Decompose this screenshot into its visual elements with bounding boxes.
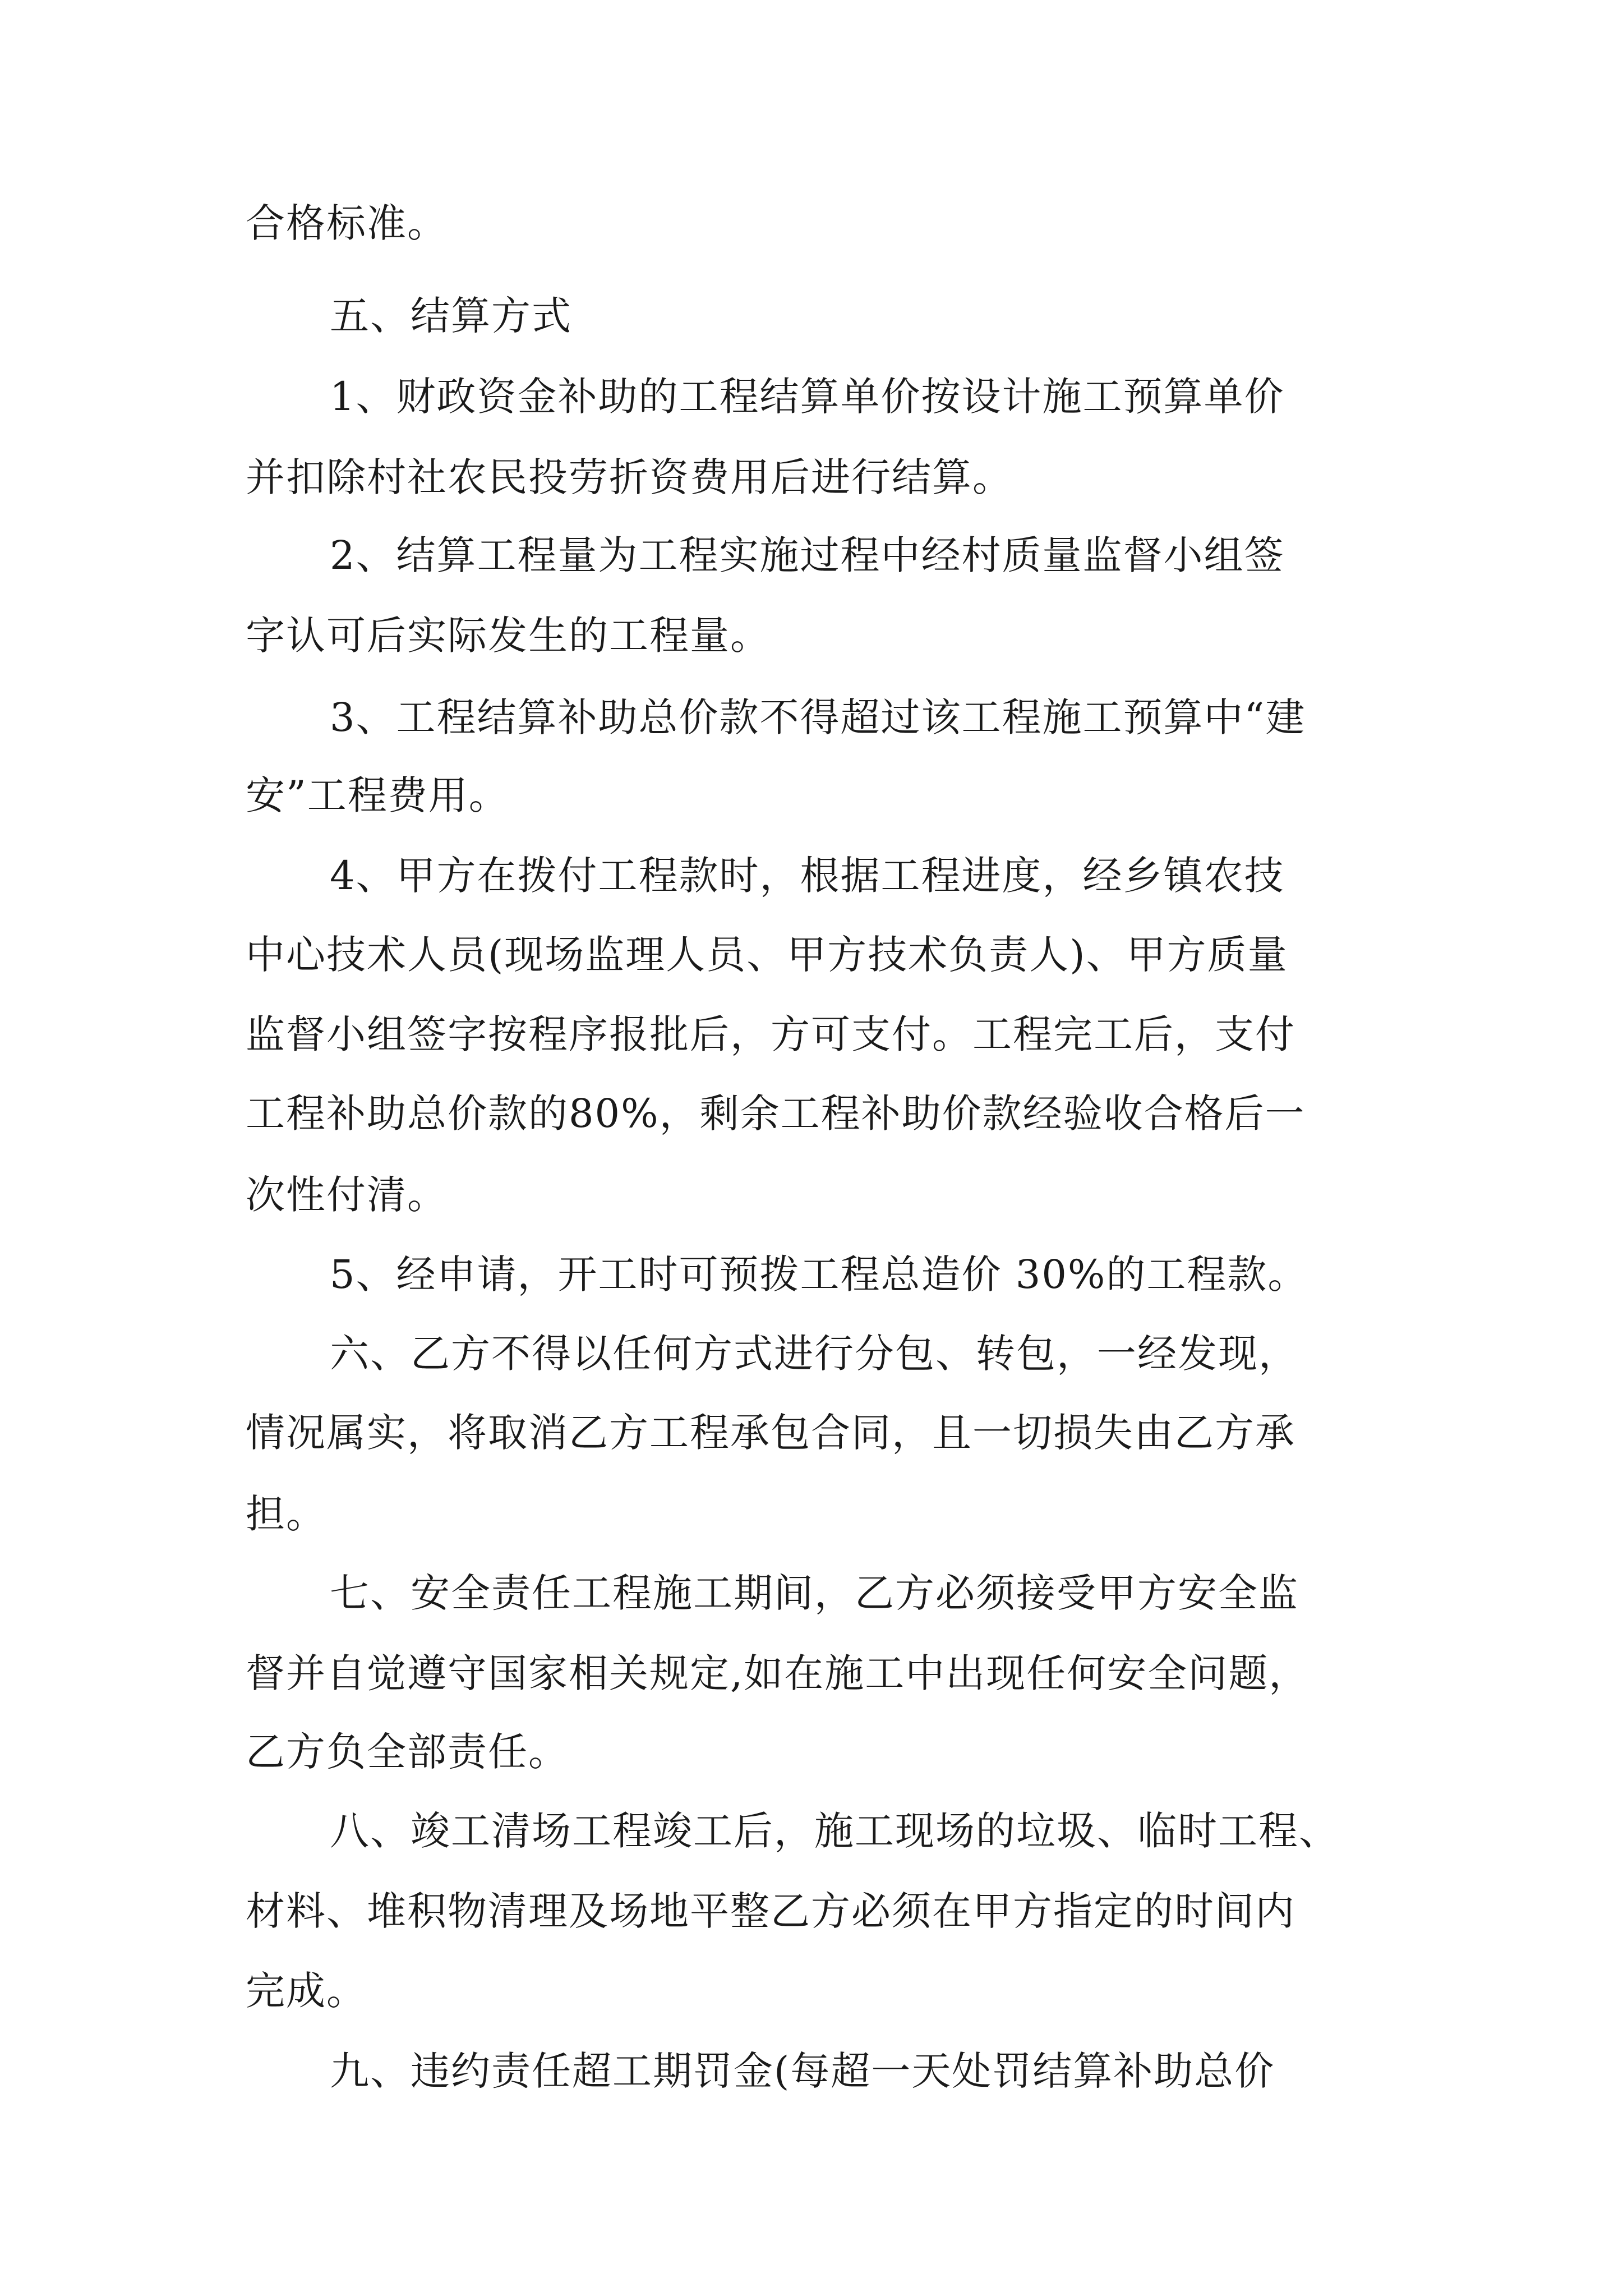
text-line: 字认可后实际发生的工程量。 [246,613,771,659]
text-line: 材料、堆积物清理及场地平整乙方必须在甲方指定的时间内 [246,1888,1295,1934]
text-line: 中心技术人员(现场监理人员、甲方技术负责人)、甲方质量 [246,932,1288,978]
text-line: 乙方负全部责任。 [246,1729,569,1775]
section-heading: 五、结算方式 [330,293,572,339]
text-line: 工程补助总价款的80%，剩余工程补助价款经验收合格后一 [246,1091,1306,1137]
text-line: 担。 [246,1491,326,1537]
text-line: 情况属实，将取消乙方工程承包合同，且一切损失由乙方承 [246,1410,1295,1456]
text-line: 完成。 [246,1968,367,2014]
text-line: 5、经申请，开工时可预拨工程总造价 30%的工程款。 [330,1251,1308,1297]
section-heading: 八、竣工清场工程竣工后，施工现场的垃圾、临时工程、 [330,1808,1339,1854]
section-heading: 九、违约责任超工期罚金(每超一天处罚结算补助总价 [330,2048,1275,2094]
text-line: 1、财政资金补助的工程结算单价按设计施工预算单价 [330,374,1285,420]
text-line: 次性付清。 [246,1172,448,1218]
text-line: 安”工程费用。 [246,772,509,818]
text-line: 督并自觉遵守国家相关规定,如在施工中出现任何安全问题， [246,1650,1310,1696]
text-line: 4、甲方在拨付工程款时，根据工程进度，经乡镇农技 [330,853,1285,899]
text-line: 3、工程结算补助总价款不得超过该工程施工预算中“建 [330,694,1306,740]
section-heading: 七、安全责任工程施工期间，乙方必须接受甲方安全监 [330,1570,1299,1616]
text-line: 监督小组签字按程序报批后，方可支付。工程完工后，支付 [246,1011,1295,1057]
text-line: 2、结算工程量为工程实施过程中经村质量监督小组签 [330,532,1285,578]
text-line: 合格标准。 [246,200,448,246]
section-heading: 六、乙方不得以任何方式进行分包、转包，一经发现， [330,1331,1299,1377]
text-line: 并扣除村社农民投劳折资费用后进行结算。 [246,454,1013,500]
